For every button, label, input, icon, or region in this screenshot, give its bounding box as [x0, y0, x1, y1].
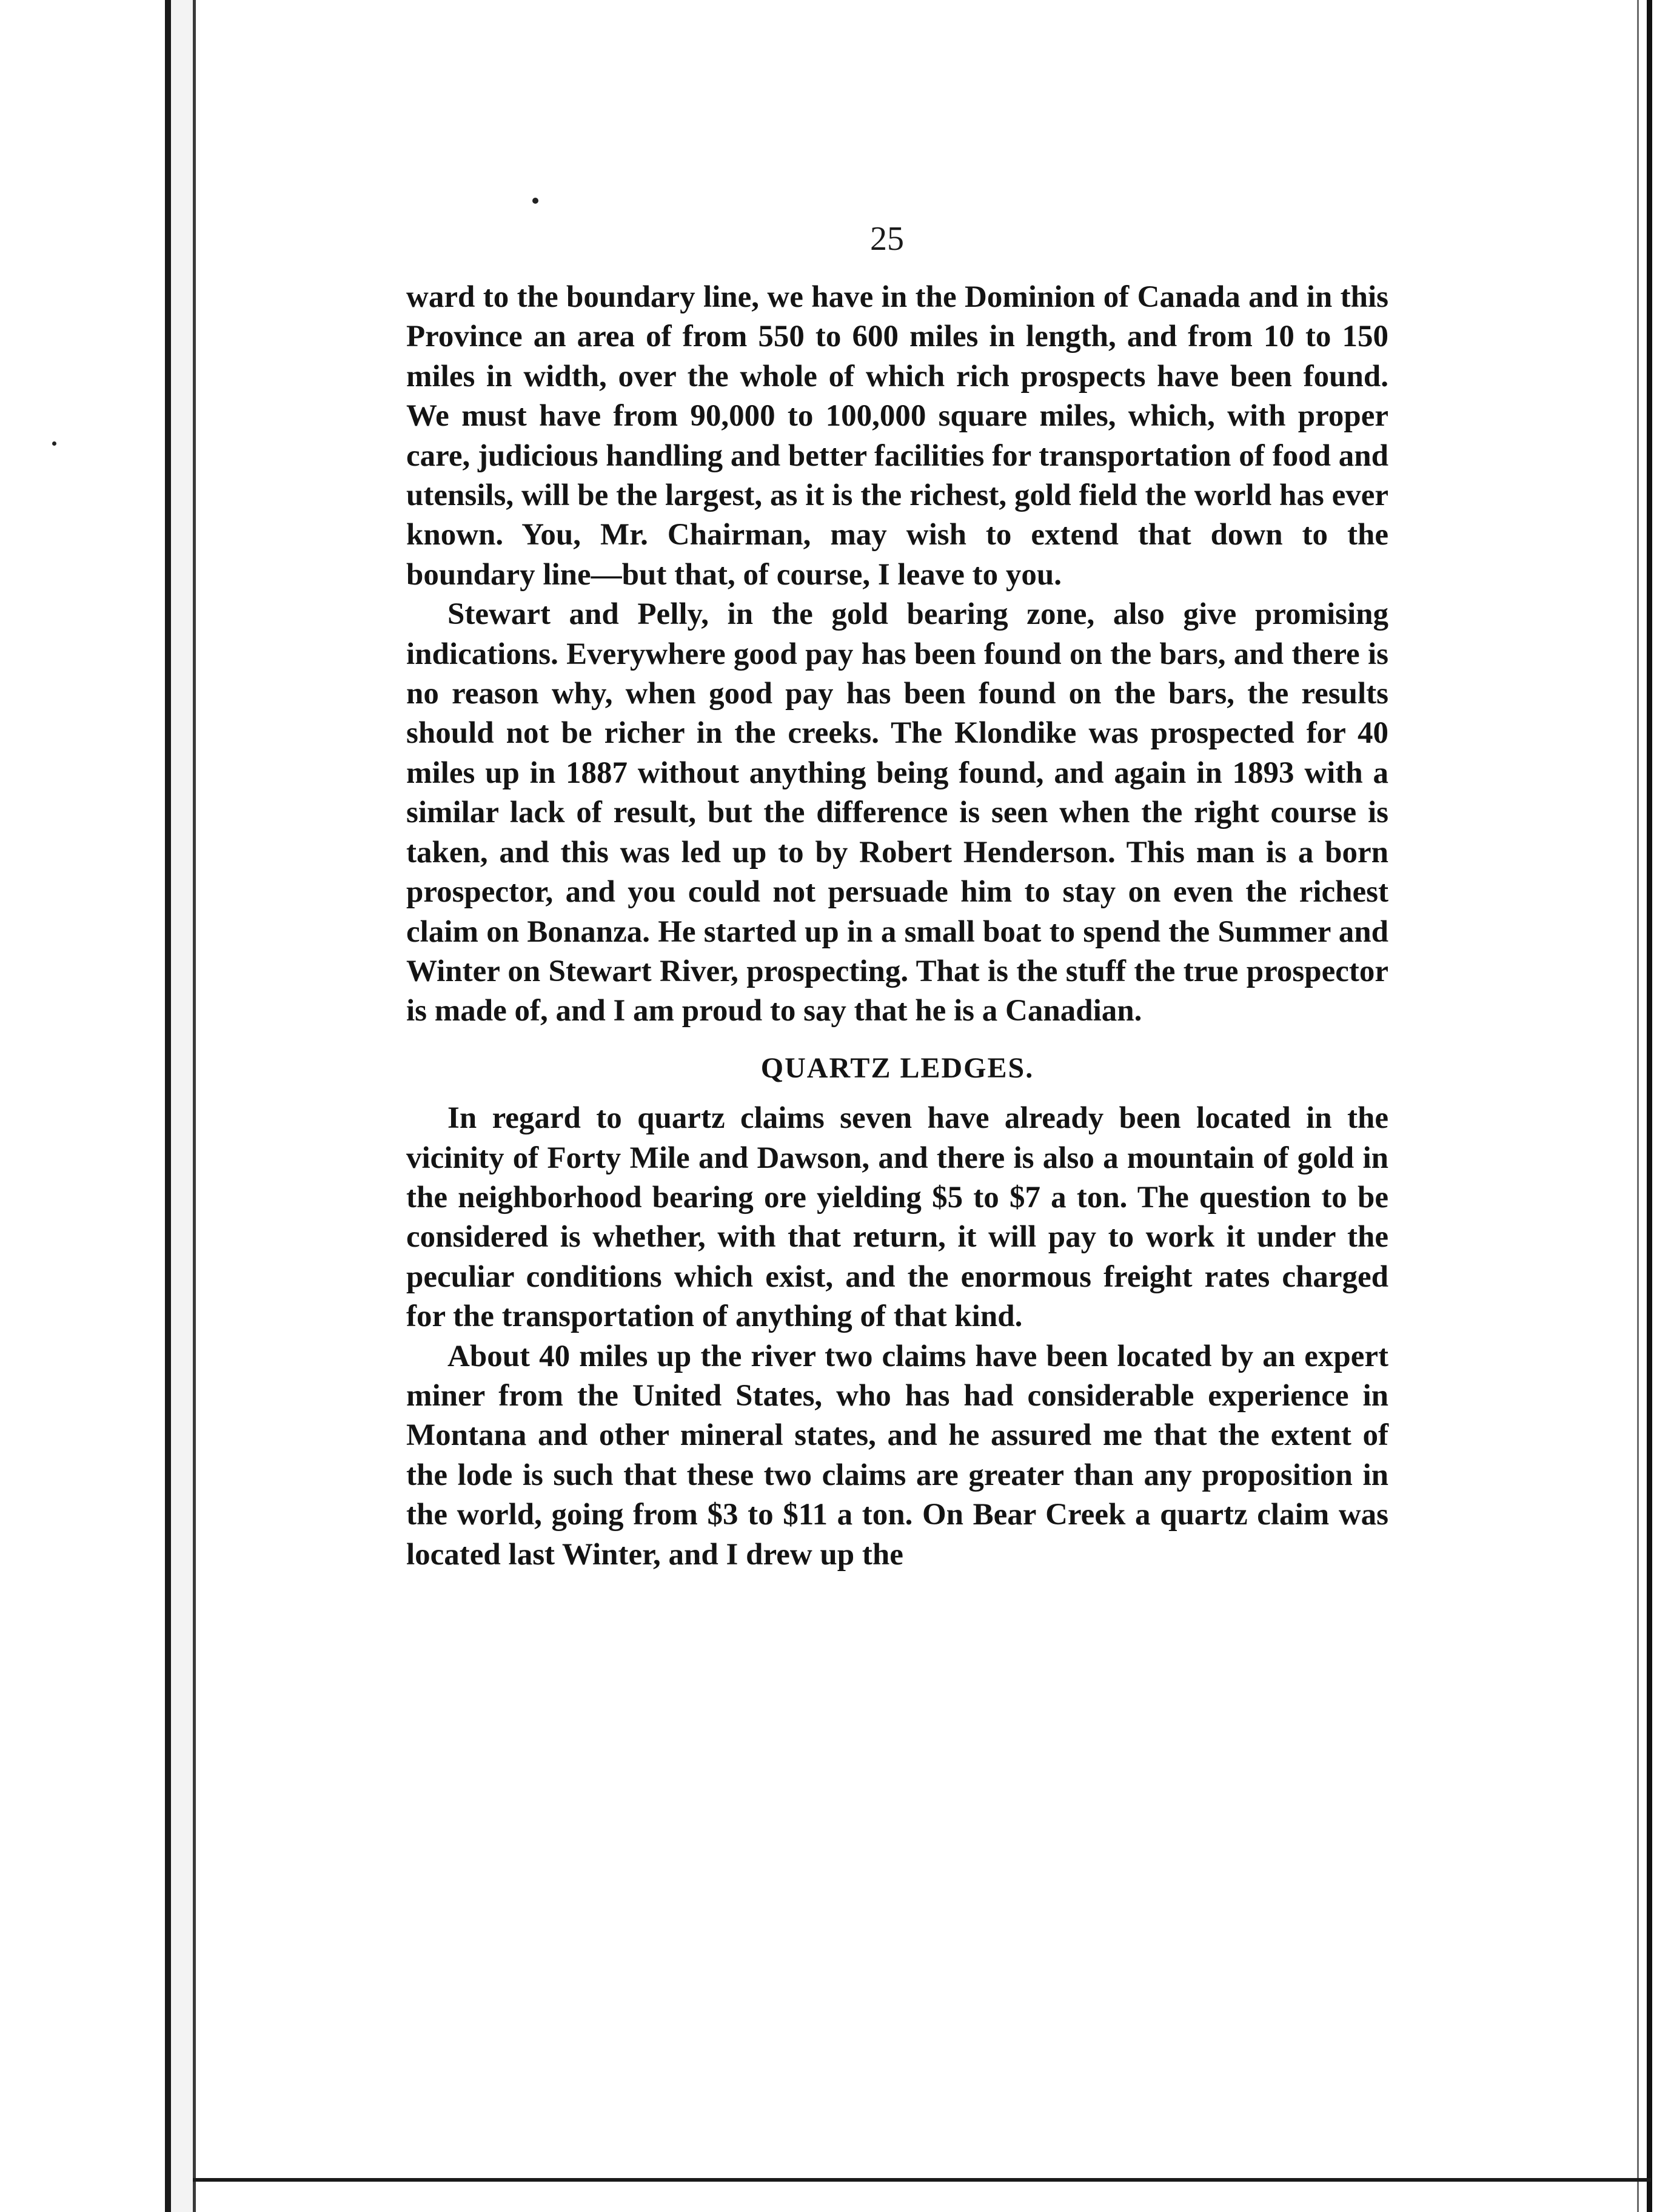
- stray-mark: [532, 198, 538, 204]
- binding-shadow: [171, 0, 193, 2212]
- paragraph: Stewart and Pelly, in the gold bearing zone, also give promising indications. Everywhere good pay has been found on the bars, and there is no reason why, when good pay has been found on the bars, the results should not be richer in the creeks. The Klondike was prospected for 40 miles up in 1887 without anything being found, and again in 1893 with a similar lack of result, but the difference is seen when the right course is taken, and this was led up to by Robert Henderson. This man is a born prospector, and you could not persuade him to stay on even the richest claim on Bonanza. He started up in a small boat to spend the Summer and Winter on Stewart River, prospecting. That is the stuff the true prospector is made of, and I am proud to say that he is a Canadian.: [406, 597, 1388, 1028]
- body-text: [406, 278, 1388, 1575]
- paragraph: In regard to quartz claims seven have already been located in the vicinity of Forty Mile and Dawson, and there is also a mountain of gold in the neighborhood bearing ore yielding $5 to $7 a ton. The question to be considered is whether, with that return, it will pay to work it under the peculiar conditions which exist, and the enormous freight rates charged for the transportation of anything of that kind.: [406, 1101, 1388, 1334]
- paragraph: About 40 miles up the river two claims have been located by an expert miner from the United States, who has had considerable experience in Montana and other mineral states, and he assured me that the extent of the lode is such that these two claims are greater than any proposition in the world, going from $3 to $11 a ton. On Bear Creek a quartz claim was located last Winter, and I drew up the: [406, 1339, 1388, 1572]
- page-bottom-edge: [193, 2178, 1651, 2182]
- page-number: 25: [870, 220, 904, 258]
- page-edge-inner: [1637, 0, 1639, 2212]
- binding-edge-inner: [193, 0, 196, 2212]
- paragraph: ward to the boundary line, we have in the Dominion of Canada and in this Province an area of from 550 to 600 miles in length, and from 10 to 150 miles in width, over the whole of which rich prospects have been found. We must have from 90,000 to 100,000 square miles, which, with proper care, judicious handling and better facilities for transportation of food and utensils, will be the largest, as it is the richest, gold field the world has ever known. You, Mr. Chairman, may wish to extend that down to the boundary line—but that, of course, I leave to you.: [406, 280, 1388, 592]
- stray-mark: [52, 441, 56, 446]
- page-edge-right: [1647, 0, 1652, 2212]
- binding-edge-outer: [165, 0, 171, 2212]
- section-heading: QUARTZ LEDGES.: [760, 1051, 1034, 1084]
